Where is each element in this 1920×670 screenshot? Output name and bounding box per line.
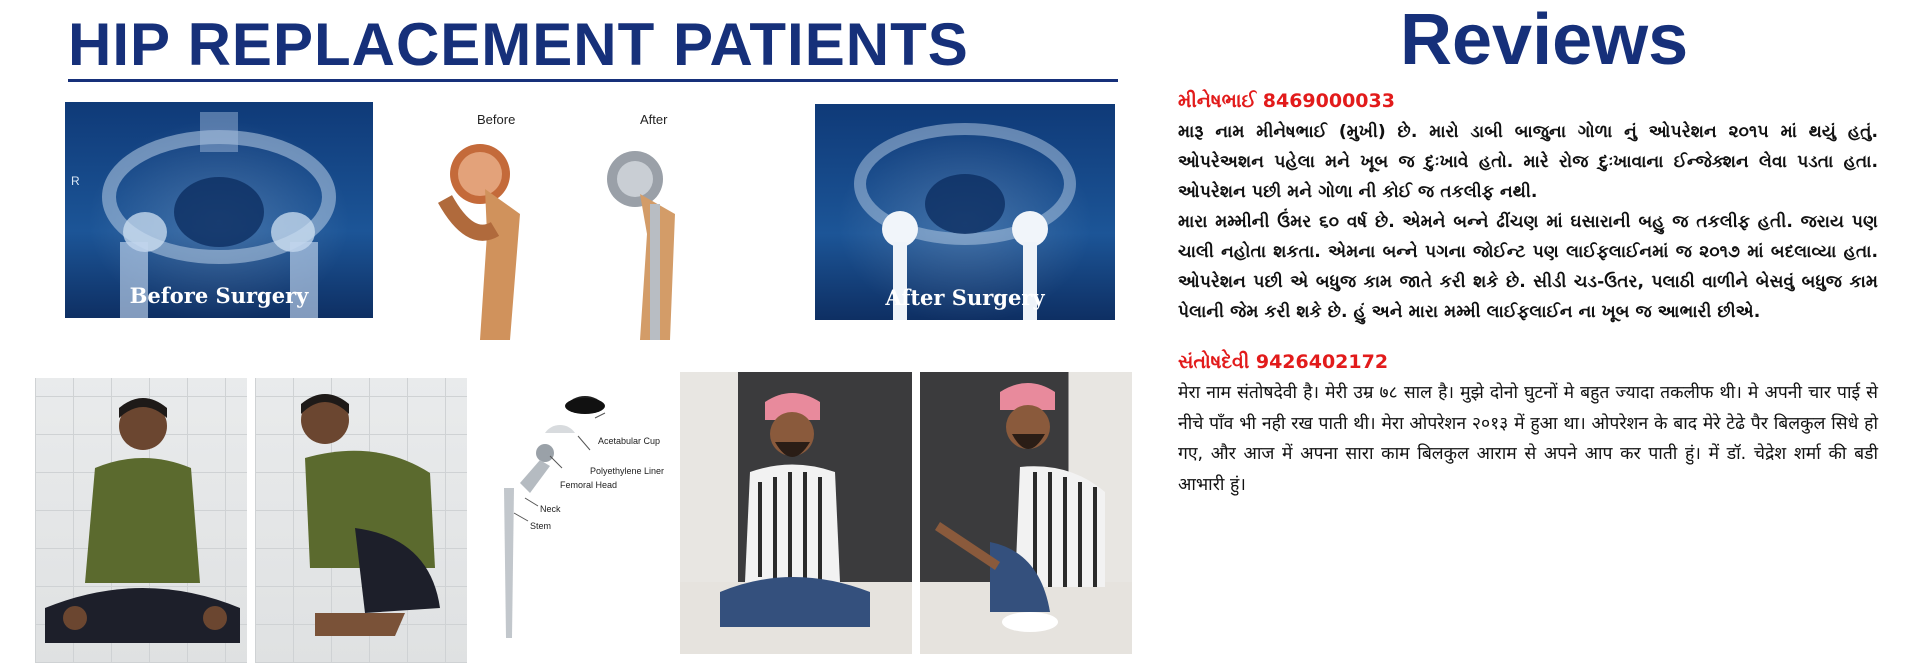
xray-before-image — [65, 102, 373, 318]
label-acetabular-cup: Acetabular Cup — [598, 436, 661, 446]
title-underline — [68, 79, 1118, 82]
xray-after-caption: After Surgery — [885, 285, 1045, 310]
review-2-name: સંતોષદેવી 9426402172 — [1178, 351, 1389, 373]
patient-photo-squatting — [255, 378, 467, 663]
reviews-column — [1178, 88, 1878, 500]
femur-after-label: After — [640, 112, 668, 127]
hip-implant-diagram — [490, 388, 665, 650]
patient2-photo-sitting — [680, 372, 912, 654]
label-femoral-head: Femoral Head — [560, 480, 618, 490]
patient2-sitting-graphic — [680, 372, 912, 654]
xray-side-marker: R — [71, 174, 80, 188]
reviews-title: Reviews — [1400, 0, 1689, 80]
label-polyethylene-liner: Polyethylene Liner — [590, 466, 665, 476]
implant-graphic — [490, 388, 665, 650]
xray-before-caption: Before Surgery — [129, 283, 309, 308]
femur-graphic — [425, 104, 770, 340]
femur-illustration — [425, 104, 770, 340]
patient2-squatting-graphic — [920, 372, 1132, 654]
review-2-text: मेरा नाम संतोषदेवी है। मेरी उम्र ७८ साल है। मुझे दोनो घुटनों मे बहुत ज्यादा तकलीफ थी। मे अपनी चार पाई से नीचे पाँव भी नही रख पाती थी। मेरा ओपरेशन २०१३ में हुआ था। ओपरेशन के बाद मेरे टेढे पैर बिलकुल सिधे हो गए, और आज में अपना सारा काम बिलकुल आराम से अपने आप कर पाती हुं। में डॉ. चेद्रेश शर्मा की बडी आभारी हुं। — [1178, 383, 1878, 495]
review-1-text: મારૂ નામ મીનેષભાઈ (મુખી) છે. મારો ડાબી બાજુના ગોળા નું ઓપરેશન ૨૦૧૫ માં થયું હતું. ઓપરેઅશન પહેલા મને ખૂબ જ દુઃખાવે હતો. મારે રોજ દુઃખાવાના ઈન્જેક્શન લેવા પડતા હતા. ઓપરેશન પછી મને ગોળા ની કોઈ જ તકલીફ નથી. — [1178, 122, 1878, 202]
patient-sitting-graphic — [35, 378, 247, 663]
femur-before-label: Before — [477, 112, 516, 127]
patient-squatting-graphic — [255, 378, 467, 663]
patient2-photo-squatting — [920, 372, 1132, 654]
label-stem: Stem — [530, 521, 552, 531]
xray-after-image — [815, 104, 1115, 320]
patient-photo-sitting — [35, 378, 247, 663]
review-1-text-2: મારા મમ્મીની ઉંમર ૬૦ વર્ષ છે. એમને બન્ને ઢીંચણ માં ઘસારાની બહુ જ તકલીફ હતી. જરાય પણ ચાલી નહોતા શકતા. એમના બન્ને પગના જોઈન્ટ પણ લાઈફલાઈનમાં જ ૨૦૧૭ માં બદલાવ્યા હતા. ઓપરેશન પછી એ બધુજ કામ જાતે કરી શકે છે. સીડી ચડ-ઉતર, પલાઠી વાળીને બેસવું બધુજ કામ પેલાની જેમ કરી શકે છે. હું અને મારા મમ્મી લાઈફલાઈન ના ખૂબ જ આભારી છીએ. — [1178, 212, 1878, 322]
label-neck: Neck — [540, 504, 561, 514]
review-1-name: મીનેષભાઈ 8469000033 — [1178, 90, 1395, 112]
page-title: HIP REPLACEMENT PATIENTS — [68, 11, 969, 78]
